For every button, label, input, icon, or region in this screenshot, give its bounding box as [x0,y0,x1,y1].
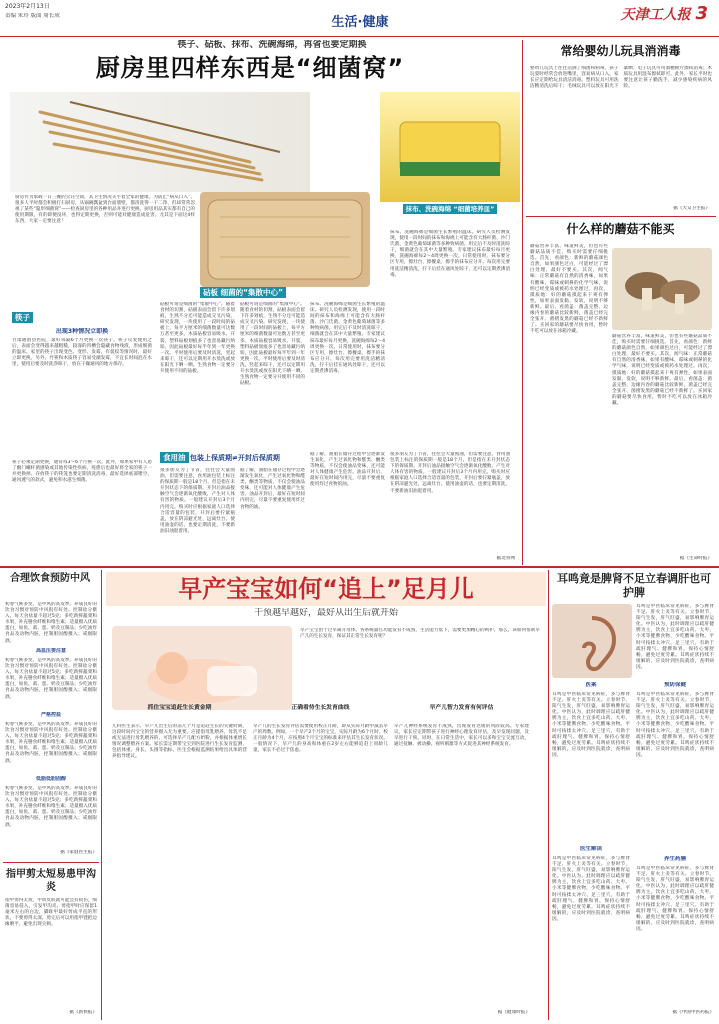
toy-text: 婴幼儿玩具上往往沾满了细菌和病毒，孩子玩耍时经常会放进嘴里，容易病从口入。家长应定期给玩具清洁消毒。塑料玩具可用洗洁精清洗后晾干；毛绒玩具可以放在阳光下暴晒；电子玩具可用酒精棉片擦拭消毒；木质玩具用湿布擦拭即可。此外，家长平时也要注意让孩子勤洗手，减少感染疾病的风险。 [530,66,712,90]
editor-credits: 责编 朱玲 版面 周长成 [5,13,60,19]
ear-illustration [552,604,632,678]
stroke-text-2: 初春气候多变，是中风的高发季。养成良好的饮食习惯对预防中风很有好处。控制盐分摄入，每天食盐量不超过5克；多吃新鲜蔬菜和水果，补充膳食纤维和维生素；适量摄入优质蛋白，如鱼、禽、蛋、奶及豆制品；少吃油炸食品及动物内脏，控制胆固醇摄入；戒烟限酒。 [5,658,97,700]
preterm-col3: 早产儿神经系统发育不成熟，出现发育迟缓的风险较高。专家建议，家长应定期带孩子进行神经心理发育评估，及早发现问题，及早进行干预。同时，在日常生活中，家长可以多和宝宝交流互动，通过抚触、被动操、视听刺激等方式促进其神经系统发育。 [394,724,529,748]
chopsticks-section-label: 筷子 [12,312,152,326]
tinnitus-byline: 据《中国中医药报》 [672,1010,714,1015]
tinnitus-prevention-text: 耳鸣是中医临床常见病症，多与脾肾不足、肝火上炎等有关。立春时节，阳气生发，肝气旺盛，易影响脾胃运化。中医认为，此时调理应以疏肝健脾为主，饮食上宜多吃山药、大枣、小米等健脾食物，少吃酸味食物。平时可按揉太冲穴、足三里穴，有助于疏肝理气、健脾和胃。保持心情舒畅，避免过度劳累。耳鸣症状持续不缓解的，应及时到医院就诊，查明病因。 [636,692,714,758]
tinnitus-intro: 耳鸣是中医临床常见病症，多与脾肾不足、肝火上炎等有关。立春时节，阳气生发，肝气旺盛，易影响脾胃运化。中医认为，此时调理应以疏肝健脾为主，饮食上宜多吃山药、大枣、小米等健脾食物，少吃酸味食物。平时可按揉太冲穴、足三里穴，有助于疏肝理气、健脾和胃。保持心情舒畅，避免过度劳累。耳鸣症状持续不缓解的，应及时到医院就诊，查明病因。 [636,604,714,670]
page-fold-rule [0,566,719,568]
oil-text: 很多朋友为了节省，往往会大量囤油，但需要注意，食用油包装上标注的保质期一般是18个月，但是指在未开封状态下的保质期。开封后油品接触空气会逐渐氧化酸败，产生对人体有害的物质。一般建议开封后3个月内用完。购买时应根据家庭人口选择合适容量的包装，开封后要拧紧瓶盖，放在阴凉避光处，远离灶台。使用油壶的话，也要定期清洗，不要新油旧油混着用。 [160,468,235,534]
sponge-caption: 抹布、洗碗海绵 “细菌培养皿” [380,204,520,228]
tinnitus-case-text: 耳鸣是中医临床常见病症，多与脾肾不足、肝火上炎等有关。立春时节，阳气生发，肝气旺盛，易影响脾胃运化。中医认为，此时调理应以疏肝健脾为主，饮食上宜多吃山药、大枣、小米等健脾食物，少吃酸味食物。平时可按揉太冲穴、足三里穴，有助于疏肝理气、健脾和胃。保持心情舒畅，避免过度劳累。耳鸣症状持续不缓解的，应及时到医院就诊，查明病因。 [552,692,630,758]
mushroom-photo [612,248,712,330]
column-divider-left [101,570,102,1020]
mushroom-text: 蘑菇营养丰富、味道鲜美，但也有些蘑菇品质不佳，购买时需要仔细挑选。首先，看颜色：新鲜的蘑菇颜色自然，如果颜色过白，可能经过了漂白处理，最好不要买。其次，闻气味：正常蘑菇有自然的清香味，如果有酸味、霉味或刺鼻的化学气味，说明已经变质或被药水处理过。再次，摸质地：好的蘑菇摸起来干爽有弹性，如果表面发黏、发软，说明不够新鲜。最后，看菌盖：菌盖完整、边缘内卷的蘑菇比较新鲜，菌盖已经完全张开、菌褶发黑的蘑菇已经不新鲜了。买回家的蘑菇要尽快食用，暂时不吃可以放在冰箱冷藏。 [530,244,608,335]
chopsticks-photo [10,92,310,192]
cutting-board-caption: 砧板 细菌的“集散中心” [200,287,370,299]
tinnitus-sub-case: 医案 [585,682,597,688]
paper-logo: 天津工人报 3 [620,3,708,24]
preterm-col1: 儿科医生表示，早产儿出生后的前几个月是追赶生长的关键时期，这段时间内宝宝的营养摄入尤为重要。应提倡母乳喂养，母乳不足或无法进行母乳喂养的，可选择早产儿配方奶粉，并根据体重增长情况调整喂养方案。家长需定期带宝宝到医院进行生长发育监测，包括体重、身长、头围等指标，医生会根据监测结果给出具体的营养指导建议。 [112,724,247,760]
cutting-board-illustration [200,192,370,287]
preterm-col2: 早产儿的生长发育评估需要使用校正月龄，即从实际月龄中减去早产的周数。例如，一个早产2个月的宝宝，实际月龄为6个月时，校正月龄为4个月，应按照4个月宝宝的标准来评估其生长发育状况。一般情况下，早产儿的身高和体重在2岁左右能够追赶上同龄儿童，家长不必过于焦虑。 [253,724,388,754]
main-kicker: 筷子、砧板、抹布、洗碗海绵，再省也要定期换 [177,40,367,50]
mushroom-title: 什么样的蘑菇不能买 [566,222,675,236]
stroke-text: 初春气候多变，是中风的高发季。养成良好的饮食习惯对预防中风很有好处。控制盐分摄入，每天食盐量不超过5克；多吃新鲜蔬菜和水果，补充膳食纤维和维生素；适量摄入优质蛋白，如鱼、禽、蛋、奶及豆制品；少吃油炸食品及动物内脏，控制胆固醇摄入；戒烟限酒。 [5,602,97,644]
chopsticks-text: 甘肃通渭县医院，最好每隔6个月更换一次筷子。筷子反复使用之后，表面会变得越来越粗糙，较深的凹槽会隐藏食物残渣，形成细菌的温床。家里的筷子出现变色、变形、发霉、有裂纹等情况时，最好立即更换。另外，竹筷和木质筷子容易受潮发霉，不宜长时间泡在水里，使用后要及时洗净晾干，放在干燥通风的地方保存。 [12,338,152,368]
baby-photo [112,626,292,710]
sponge-text: 抹布、洗碗海绵是细菌生长繁殖的温床。研究人员检测发现，使用一段时间的抹布和海绵上可能含有大肠杆菌、沙门氏菌、金黄色葡萄球菌等多种致病菌。用完后不及时清洗晾干，细菌就会在其中大量繁殖。专家建议抹布最好每月更换，洗碗海绵每2～4周更换一次。日常使用时，抹布要分区专用，擦灶台、擦餐桌、擦手的抹布应分开。每次用完要用洗洁精清洗，拧干后挂在通风处晾干，还可以定期煮沸消毒。 [390,230,510,278]
preterm-intro: 早产宝宝由于过早离开母体，各系统器官功能发育不成熟，生活能力低下，需要更加精心的呵护。那么，该如何帮助早产儿的生长发育，保证其正常生长发育呢？ [300,628,540,640]
oil-text-3: 据了解，油脂在储存过程中会逐渐发生氧化，产生过氧化物和醛类、酮类等物质，不仅会使油品变味，还可能对人体健康产生危害。油品开封后，最好在短时间内用完，尽量不要重复使用炸过食物的油。 [310,452,385,488]
preterm-title: 早产宝宝如何“追上”足月儿 [178,575,474,603]
preterm-col1-head: 抓住宝宝追赶生长黄金期 [147,705,212,711]
tinnitus-sub-prevention: 预防保健 [663,682,686,688]
stroke-sub-2: 严格控盐 [40,712,61,718]
nail-title: 指甲剪太短易患甲沟炎 [6,869,96,893]
main-headline: 厨房里四样东西是“细菌窝” [95,54,405,82]
oil-text-4: 很多朋友为了节省，往往会大量囤油，但需要注意，食用油包装上标注的保质期一般是18个月，但是指在未开封状态下的保质期。开封后油品接触空气会逐渐氧化酸败，产生对人体有害的物质。一般建议开封后3个月内用完。购买时应根据家庭人口选择合适容量的包装，开封后要拧紧瓶盖，放在阴凉避光处，远离灶台。使用油壶的话，也要定期清洗，不要新油旧油混着用。 [390,452,510,494]
oil-subhead: 包装上保质期≠开封后保质期 [189,454,280,462]
stroke-text-3: 初春气候多变，是中风的高发季。养成良好的饮食习惯对预防中风很有好处。控制盐分摄入，每天食盐量不超过5克；多吃新鲜蔬菜和水果，补充膳食纤维和维生素；适量摄入优质蛋白，如鱼、禽、蛋、奶及豆制品；少吃油炸食品及动物内脏，控制胆固醇摄入；戒烟限酒。 [5,722,97,764]
stroke-title: 合理饮食预防中风 [10,573,90,584]
preterm-col3-head: 早产儿智力发育有何评估 [429,705,494,711]
ear-photo [552,604,632,678]
toy-byline: 据《大众卫生报》 [673,206,710,211]
tinnitus-sub-doctor: 医生解读 [579,846,602,852]
nail-text: 指甲剪得太短，甲周皮肤就可能会有损伤，细菌容易侵入，引发甲沟炎。剪指甲时应保留1毫米左右的白边，脚趾甲最好剪成平直的形状，不要剪得太深。剪完后可以用指甲锉把边缘磨平，避免出现尖刺。 [5,898,97,928]
sponge-text-left: 抹布、洗碗海绵是细菌生长繁殖的温床。研究人员检测发现，使用一段时间的抹布和海绵上可能含有大肠杆菌、沙门氏菌、金黄色葡萄球菌等多种致病菌。用完后不及时清洗晾干，细菌就会在其中大量繁殖。专家建议抹布最好每月更换，洗碗海绵每2～4周更换一次。日常使用时，抹布要分区专用，擦灶台、擦餐桌、擦手的抹布应分开。每次用完要用洗洁精清洗，拧干后挂在通风处晾干，还可以定期煮沸消毒。 [310,302,385,375]
mushroom-illustration [612,248,712,330]
toy-title: 常给婴幼儿玩具消消毒 [560,44,681,58]
cutting-board-text: 砧板可谓是细菌的“集散中心”。随着食材的切割，砧板表面会留下许多划痕，生熟不分还可能造成交叉污染。研究发现，一块使用了一段时间的砧板上，每平方厘米的细菌数量可达数万甚至更多。木质砧板容易吸水、开裂，塑料砧板划痕多了也容易藏污纳垢，因此砧板最好每半年到一年更换一次。平时使用后要及时清洗，竖起来晾干，还可以定期用开水烫洗或放在阳光下晒一晒。生熟食物一定要分开使用不同的砧板。 [160,302,235,375]
mushroom-text-2: 蘑菇营养丰富、味道鲜美，但也有些蘑菇品质不佳，购买时需要仔细挑选。首先，看颜色：新鲜的蘑菇颜色自然，如果颜色过白，可能经过了漂白处理，最好不要买。其次，闻气味：正常蘑菇有自然的清香味，如果有酸味、霉味或刺鼻的化学气味，说明已经变质或被药水处理过。再次，摸质地：好的蘑菇摸起来干爽有弹性，如果表面发黏、发软，说明不够新鲜。最后，看菌盖：菌盖完整、边缘内卷的蘑菇比较新鲜，菌盖已经完全张开、菌褶发黑的蘑菇已经不新鲜了。买回家的蘑菇要尽快食用，暂时不吃可以放在冰箱冷藏。 [612,334,712,407]
preterm-byline: 据《健康时报》 [497,1010,530,1015]
sponge-photo [380,92,520,202]
stroke-byline: 据《家庭医生报》 [60,850,97,855]
issue-date: 2023年2月13日 [5,3,50,10]
nail-byline: 据《新快报》 [69,1010,97,1015]
baby-illustration [112,626,292,710]
tinnitus-title: 耳鸣竟是脾肾不足立春调肝也可护脾 [557,572,711,599]
stroke-sub-1: 高血压要注意 [35,648,66,654]
sponge-illustration [380,92,520,202]
column-divider [522,40,523,565]
preterm-col2-head: 正确看待生长发育曲线 [291,705,350,711]
tinnitus-sub-recipe: 养生药膳 [663,856,686,862]
stroke-text-4: 初春气候多变，是中风的高发季。养成良好的饮食习惯对预防中风很有好处。控制盐分摄入，每天食盐量不超过5克；多吃新鲜蔬菜和水果，补充膳食纤维和维生素；适量摄入优质蛋白，如鱼、禽、蛋、奶及豆制品；少吃油炸食品及动物内脏，控制胆固醇摄入；戒烟限酒。 [5,786,97,828]
stroke-sub-3: 低脂低胆固醇 [35,776,66,782]
mushroom-byline: 据《生命时报》 [679,556,712,561]
chopsticks-subhead: 出现3种情况立即换 [55,328,109,335]
cutting-board-photo [200,192,370,287]
main-intro: 厨房作为承载一日三餐的烹饪空间，其卫生情况关乎着全家的健康。为防止“病从口入”，很多人平时都会积极打扫厨房，从锅碗瓢盆到台面墙壁，都清洗得一干二净，但却常常忽视了某些“隐形细菌窝”——检查厨房里的各种用品并进行更换。厨房用品其实都有自己的使用期限，有的即便没坏，也得定期更换，否则可能对健康造成危害。尤其是下面这4样东西，大家一定要注意！ [15,195,195,225]
section-name: 生活·健康 [331,15,389,30]
preterm-subtitle: 干预越早越好，最好从出生后就开始 [253,608,398,618]
chopsticks-illustration [10,92,310,192]
oil-text-2: 据了解，油脂在储存过程中会逐渐发生氧化，产生过氧化物和醛类、酮类等物质，不仅会使油品变味，还可能对人体健康产生危害。油品开封后，最好在短时间内用完，尽量不要重复使用炸过食物的油。 [240,468,305,510]
cutting-board-text-2: 砧板可谓是细菌的“集散中心”。随着食材的切割，砧板表面会留下许多划痕，生熟不分还可能造成交叉污染。研究发现，一块使用了一段时间的砧板上，每平方厘米的细菌数量可达数万甚至更多。木质砧板容易吸水、开裂，塑料砧板划痕多了也容易藏污纳垢，因此砧板最好每半年到一年更换一次。平时使用后要及时清洗，竖起来晾干，还可以定期用开水烫洗或放在阳光下晒一晒。生熟食物一定要分开使用不同的砧板。 [240,302,305,387]
left-bottom-divider [3,862,99,863]
masthead-rule [0,36,719,37]
oil-section-label: 食用油 包装上保质期≠开封后保质期 [160,452,380,466]
tinnitus-recipe-text: 耳鸣是中医临床常见病症，多与脾肾不足、肝火上炎等有关。立春时节，阳气生发，肝气旺盛，易影响脾胃运化。中医认为，此时调理应以疏肝健脾为主，饮食上宜多吃山药、大枣、小米等健脾食物，少吃酸味食物。平时可按揉太冲穴、足三里穴，有助于疏肝理气、健脾和胃。保持心情舒畅，避免过度劳累。耳鸣症状持续不缓解的，应及时到医院就诊，查明病因。 [636,866,714,932]
right-divider [526,216,716,217]
chopsticks-text-2: 筷子必须定期更换，通常每3～6个月换一次。此外，如果家中有人患了幽门螺杆菌感染或其他传染性疾病，痊愈后也最好将全家的筷子一并更换掉。存放筷子的筷笼也要定期清洗消毒，最好选择底部镂空、通风透气的款式，避免积水滋生细菌。 [12,460,152,484]
main-byline: 据北青网 [496,556,515,561]
column-divider-right [548,570,549,1020]
tinnitus-doctor-text: 耳鸣是中医临床常见病症，多与脾肾不足、肝火上炎等有关。立春时节，阳气生发，肝气旺盛，易影响脾胃运化。中医认为，此时调理应以疏肝健脾为主，饮食上宜多吃山药、大枣、小米等健脾食物，少吃酸味食物。平时可按揉太冲穴、足三里穴，有助于疏肝理气、健脾和胃。保持心情舒畅，避免过度劳累。耳鸣症状持续不缓解的，应及时到医院就诊，查明病因。 [552,856,630,922]
